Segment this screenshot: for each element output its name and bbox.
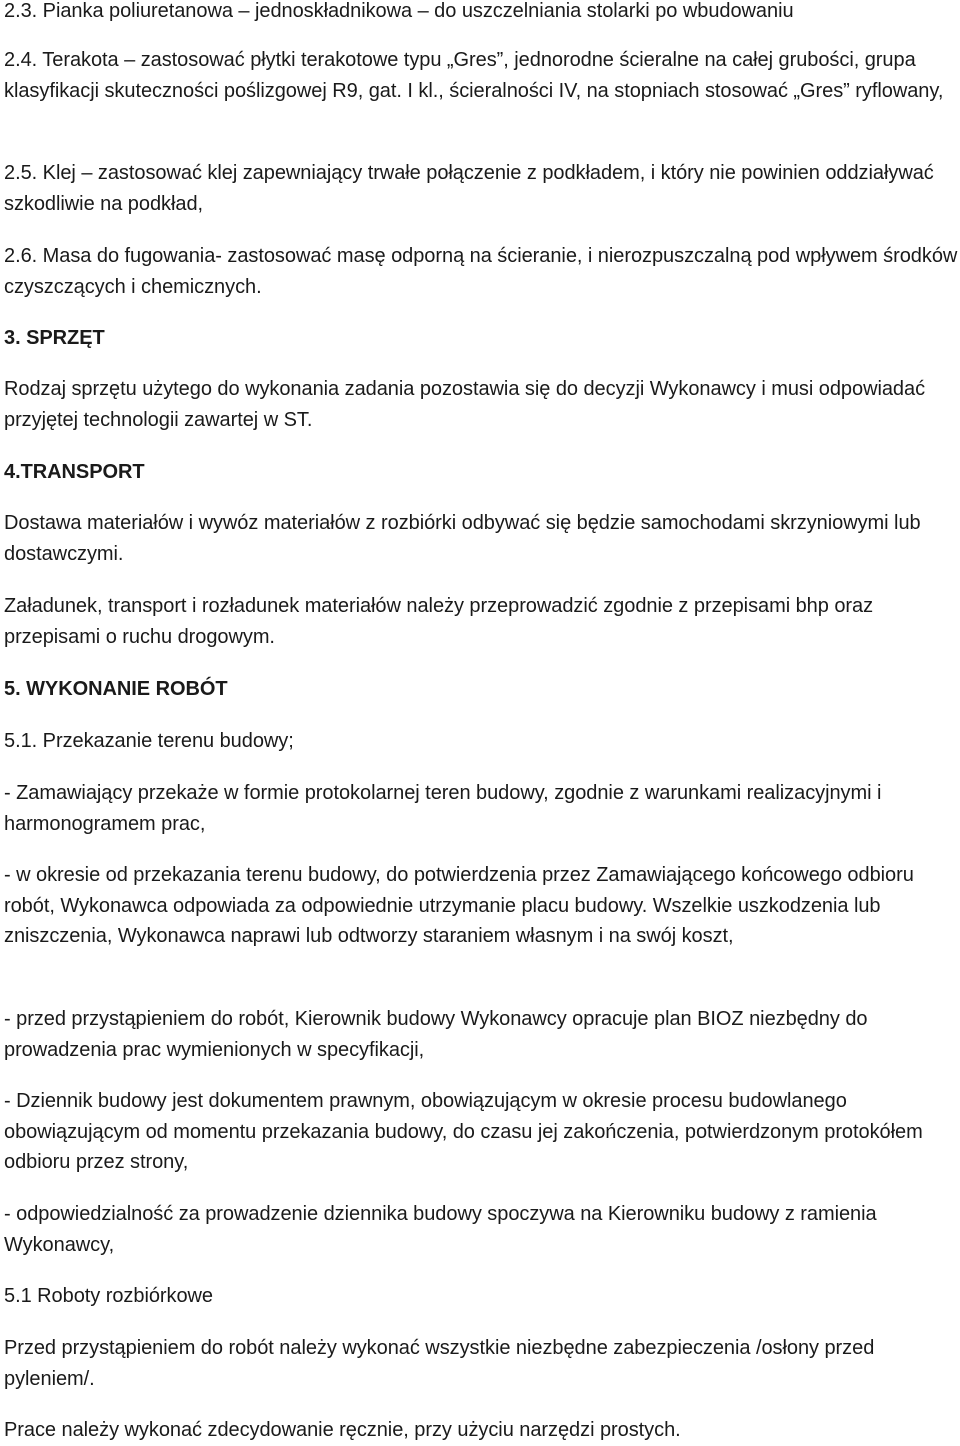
paragraph-5-1: 5.1. Przekazanie terenu budowy;: [4, 730, 294, 752]
paragraph-2-6: 2.6. Masa do fugowania- zastosować masę odporną na ścieranie, i nierozpuszczalną pod wpływem środków czyszczących i chemicznych.: [4, 245, 958, 298]
paragraph-2-4: 2.4. Terakota – zastosować płytki terakotowe typu „Gres”, jednorodne ścieralne na całej grubości, grupa klasyfikacji skuteczności poślizgowej R9, gat. I kl., ścieralności IV, na stopniach stosować „Gres” ryflowany,: [4, 49, 944, 102]
paragraph-2-5: 2.5. Klej – zastosować klej zapewniający trwałe połączenie z podkładem, i który nie powinien oddziaływać szkodliwie na podkład,: [4, 162, 934, 215]
list-item-5-1-e: - odpowiedzialność za prowadzenie dziennika budowy spoczywa na Kierowniku budowy z ramienia Wykonawcy,: [4, 1203, 877, 1256]
list-item-5-1-b: - w okresie od przekazania terenu budowy, do potwierdzenia przez Zamawiającego końcowego odbioru robót, Wykonawca odpowiada za odpowiednie utrzymanie placu budowy. Wszelkie uszkodzenia lub zniszczenia, Wykonawca naprawi lub odtworzy staraniem własnym i na swój koszt,: [4, 864, 914, 947]
paragraph-4-1: Dostawa materiałów i wywóz materiałów z rozbiórki odbywać się będzie samochodami skrzyniowymi lub dostawczymi.: [4, 512, 921, 565]
paragraph-2-3: 2.3. Pianka poliuretanowa – jednoskładnikowa – do uszczelniania stolarki po wbudowaniu: [4, 0, 794, 22]
section-heading-5: 5. WYKONANIE ROBÓT: [4, 678, 228, 700]
paragraph-3: Rodzaj sprzętu użytego do wykonania zadania pozostawia się do decyzji Wykonawcy i musi odpowiadać przyjętej technologii zawartej w ST.: [4, 378, 926, 431]
list-item-5-1-a: - Zamawiający przekaże w formie protokolarnej teren budowy, zgodnie z warunkami realizacyjnymi i harmonogramem prac,: [4, 782, 882, 835]
subsection-heading-5-1-roboty: 5.1 Roboty rozbiórkowe: [4, 1285, 214, 1307]
section-heading-4: 4.TRANSPORT: [4, 461, 145, 483]
list-item-5-1-c: - przed przystąpieniem do robót, Kierownik budowy Wykonawcy opracuje plan BIOZ niezbędny do prowadzenia prac wymienionych w specyfikacji,: [4, 1008, 868, 1061]
paragraph-5-1-roboty-b: Prace należy wykonać zdecydowanie ręcznie, przy użyciu narzędzi prostych.: [4, 1419, 681, 1441]
list-item-5-1-d: - Dziennik budowy jest dokumentem prawnym, obowiązującym w okresie procesu budowlanego obowiązującym od momentu przekazania budowy, do czasu jej zakończenia, potwierdzonym protokółem odbioru przez strony,: [4, 1090, 923, 1173]
paragraph-5-1-roboty-a: Przed przystąpieniem do robót należy wykonać wszystkie niezbędne zabezpieczenia /osłony przed pyleniem/.: [4, 1337, 875, 1390]
section-heading-3: 3. SPRZĘT: [4, 327, 105, 349]
paragraph-4-2: Załadunek, transport i rozładunek materiałów należy przeprowadzić zgodnie z przepisami bhp oraz przepisami o ruchu drogowym.: [4, 595, 874, 648]
